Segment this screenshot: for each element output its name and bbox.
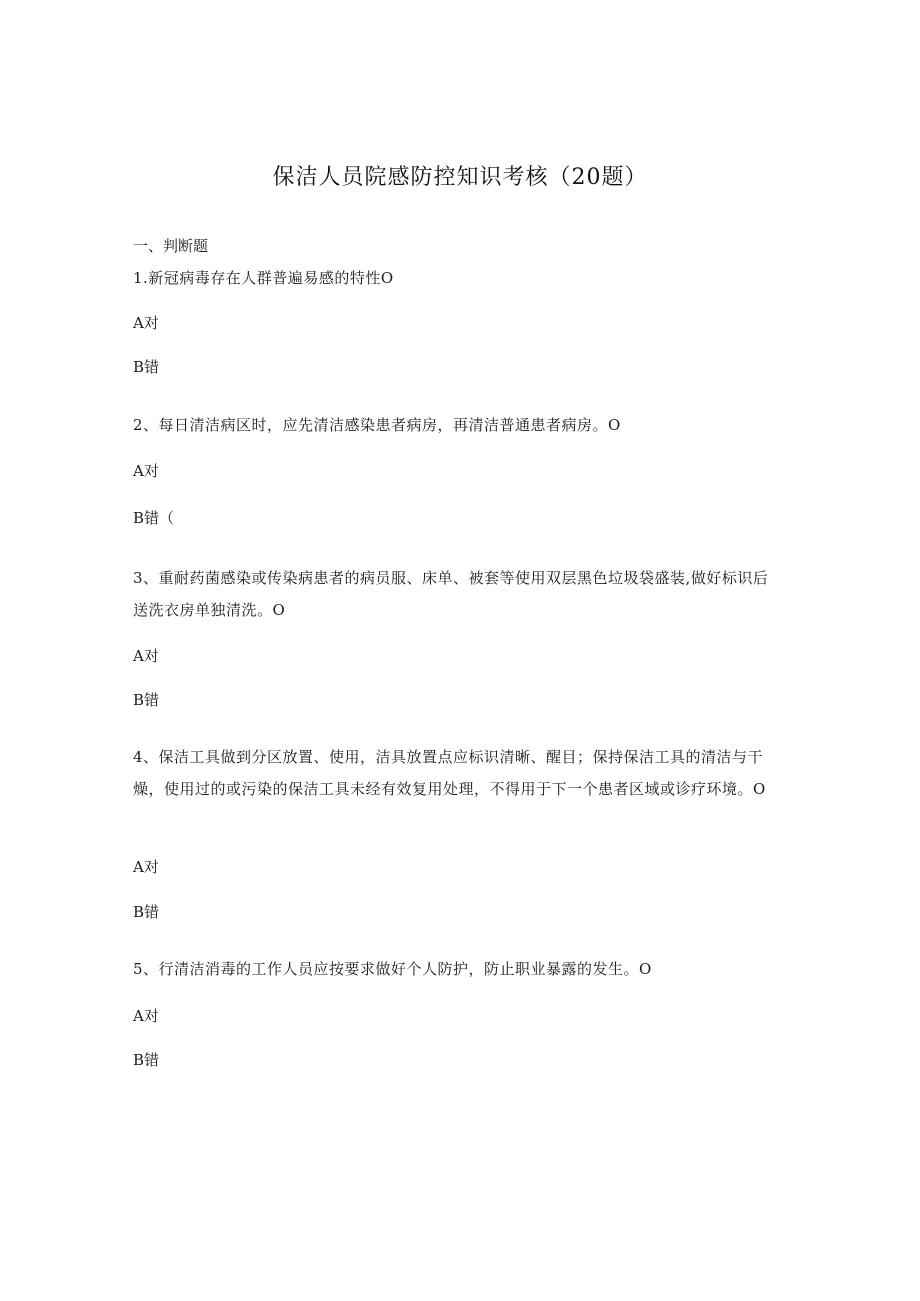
- question-4-option-a: A对: [133, 858, 159, 876]
- section-heading: 一、判断题: [133, 237, 209, 255]
- question-5-option-b: B错: [133, 1051, 160, 1069]
- question-3: 3、重耐药菌感染或传染病患者的病员服、床单、被套等使用双层黑色垃圾袋盛装,做好标识后送洗衣房单独清洗。O: [133, 569, 769, 619]
- question-5-option-a: A对: [133, 1007, 159, 1025]
- question-1-option-a: A对: [133, 314, 159, 332]
- question-3-option-a: A对: [133, 647, 159, 665]
- question-1: 1.新冠病毒存在人群普遍易感的特性O: [133, 269, 394, 287]
- question-4: 4、保洁工具做到分区放置、使用，洁具放置点应标识清晰、醒目；保持保洁工具的清洁与干燥，使用过的或污染的保洁工具未经有效复用处理，不得用于下一个患者区域或诊疗环境。O: [133, 748, 766, 798]
- question-2: 2、每日清洁病区时，应先清洁感染患者病房，再清洁普通患者病房。O: [133, 416, 621, 434]
- question-1-option-b: B错: [133, 358, 160, 376]
- question-3-option-b: B错: [133, 691, 160, 709]
- question-5: 5、行清洁消毒的工作人员应按要求做好个人防护，防止职业暴露的发生。O: [133, 960, 652, 978]
- question-2-option-a: A对: [133, 462, 159, 480]
- question-2-option-b: B错（: [133, 509, 175, 527]
- document-title: 保洁人员院感防控知识考核（20题）: [272, 165, 648, 190]
- question-4-option-b: B错: [133, 903, 160, 921]
